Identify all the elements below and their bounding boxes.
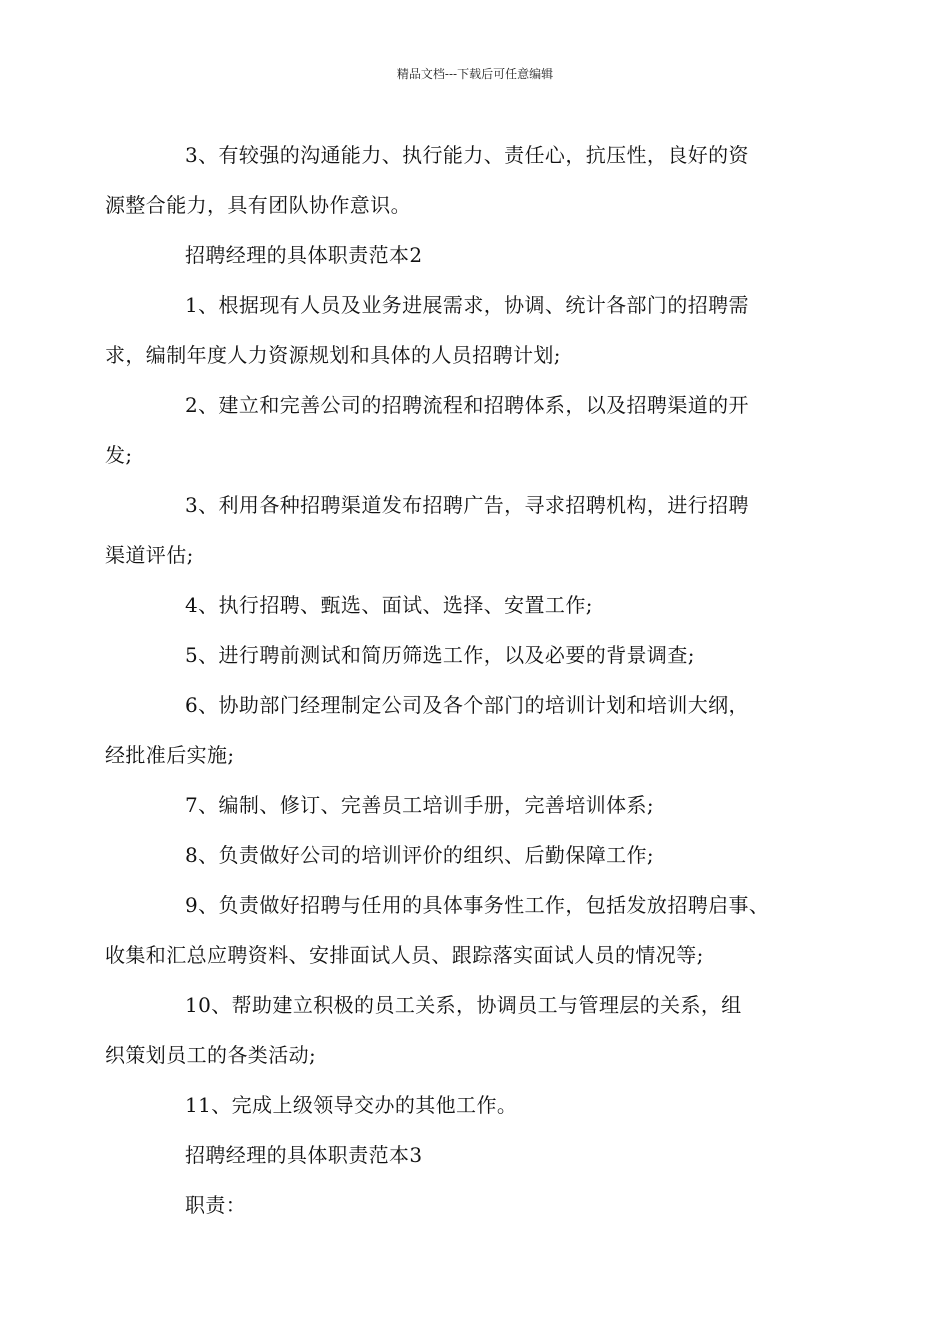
duty-item-3 <box>105 480 815 580</box>
paragraph-line: 3、有较强的沟通能力、执行能力、责任心，抗压性，良好的资 <box>185 143 749 167</box>
paragraph-line: 4、执行招聘、甄选、面试、选择、安置工作; <box>185 593 593 617</box>
duty-item-11 <box>145 1080 815 1130</box>
paragraph-line: 收集和汇总应聘资料、安排面试人员、跟踪落实面试人员的情况等; <box>105 943 704 967</box>
paragraph-line: 职责： <box>185 1193 247 1217</box>
duty-item-10 <box>105 980 815 1080</box>
duty-item-7 <box>145 780 815 830</box>
paragraph-line: 11、完成上级领导交办的其他工作。 <box>185 1093 518 1117</box>
page-header: 精品文档---下载后可任意编辑 <box>396 67 554 81</box>
paragraph-line: 7、编制、修订、完善员工培训手册，完善培训体系; <box>185 793 655 817</box>
paragraph-line: 发; <box>105 443 133 467</box>
duty-item-5 <box>145 630 815 680</box>
section-heading-template-3 <box>145 1130 815 1180</box>
paragraph-line: 9、负责做好招聘与任用的具体事务性工作，包括发放招聘启事、 <box>185 893 770 917</box>
duties-label <box>145 1180 815 1230</box>
paragraph-requirement-3 <box>105 130 815 230</box>
paragraph-line: 经批准后实施; <box>105 743 235 767</box>
paragraph-line: 10、帮助建立积极的员工关系，协调员工与管理层的关系，组 <box>185 993 742 1017</box>
heading-text: 招聘经理的具体职责范本2 <box>185 243 423 267</box>
heading-text: 招聘经理的具体职责范本3 <box>185 1143 423 1167</box>
duty-item-8 <box>145 830 815 880</box>
duty-item-1 <box>105 280 815 380</box>
duty-item-2 <box>105 380 815 480</box>
duty-item-4 <box>145 580 815 630</box>
paragraph-line: 3、利用各种招聘渠道发布招聘广告，寻求招聘机构，进行招聘 <box>185 493 749 517</box>
paragraph-line: 2、建立和完善公司的招聘流程和招聘体系，以及招聘渠道的开 <box>185 393 749 417</box>
duty-item-6 <box>105 680 815 780</box>
paragraph-line: 6、协助部门经理制定公司及各个部门的培训计划和培训大纲， <box>185 693 749 717</box>
paragraph-line: 源整合能力，具有团队协作意识。 <box>105 193 411 217</box>
paragraph-line: 渠道评估; <box>105 543 194 567</box>
paragraph-line: 1、根据现有人员及业务进展需求，协调、统计各部门的招聘需 <box>185 293 749 317</box>
paragraph-line: 求，编制年度人力资源规划和具体的人员招聘计划; <box>105 343 561 367</box>
paragraph-line: 织策划员工的各类活动; <box>105 1043 317 1067</box>
document-body <box>105 130 815 1230</box>
paragraph-line: 5、进行聘前测试和简历筛选工作，以及必要的背景调查; <box>185 643 695 667</box>
section-heading-template-2 <box>145 230 815 280</box>
paragraph-line: 8、负责做好公司的培训评价的组织、后勤保障工作; <box>185 843 655 867</box>
duty-item-9 <box>105 880 815 980</box>
